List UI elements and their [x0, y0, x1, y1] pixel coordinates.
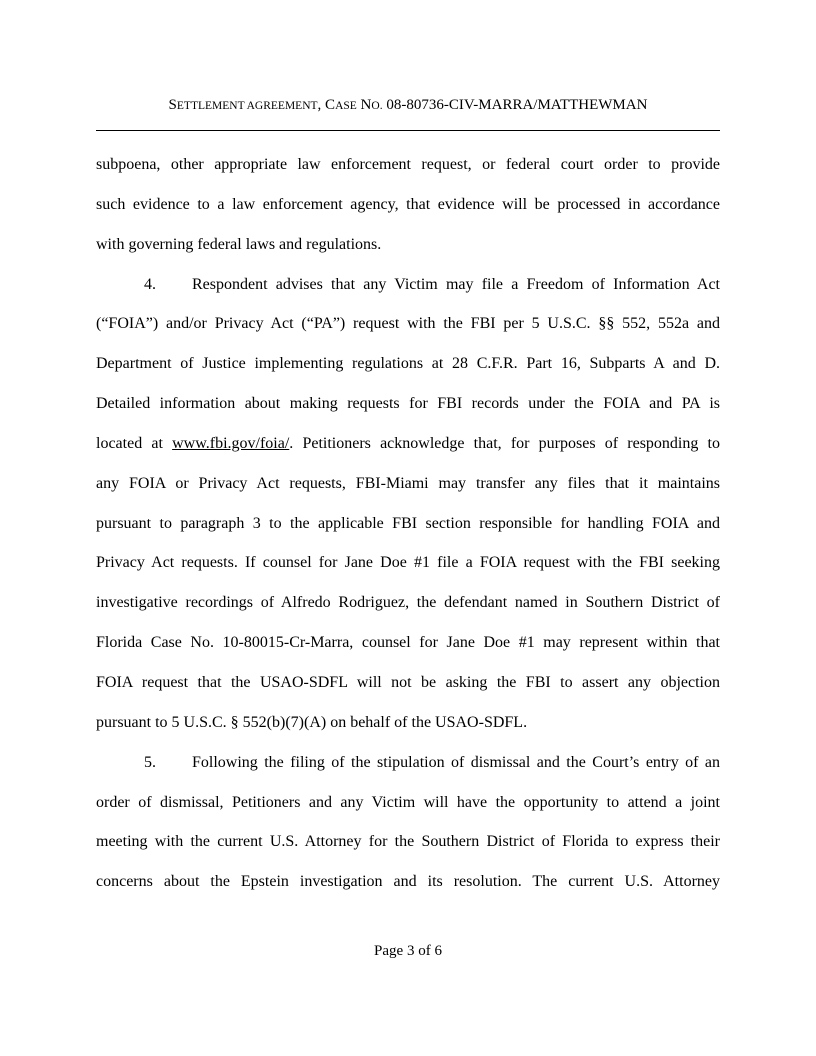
text-run: Respondent advises that any Victim may file a Freedom of Information Act [192, 275, 720, 293]
header-ase: ASE [335, 100, 357, 112]
text-line: FOIA request that the USAO-SDFL will not be asking the FBI to assert any objection [96, 673, 720, 691]
text-line [96, 424, 720, 464]
paragraph-number: 5. [144, 753, 156, 771]
text-line: Privacy Act requests. If counsel for Jane Doe #1 file a FOIA request with the FBI seeking [96, 554, 720, 572]
text-line [96, 743, 720, 783]
document-body [96, 145, 720, 902]
paragraph-5 [96, 743, 720, 902]
text-line: (“FOIA”) and/or Privacy Act (“PA”) request with the FBI per 5 U.S.C. §§ 552, 552a and [96, 315, 720, 333]
header-n: N [360, 97, 372, 113]
text-line: meeting with the current U.S. Attorney for the Southern District of Florida to express their [96, 833, 720, 851]
paragraph-continuation [96, 145, 720, 265]
text-run: Following the filing of the stipulation of dismissal and the Court’s entry of an [192, 753, 720, 771]
text-line: concerns about the Epstein investigation and its resolution. The current U.S. Attorney [96, 873, 720, 891]
header-case-number: 08-80736-CIV-MARRA/MATTHEWMAN [382, 97, 648, 113]
header-o: O. [371, 100, 383, 112]
text-line: order of dismissal, Petitioners and any Victim will have the opportunity to attend a joint [96, 793, 720, 811]
text-line: pursuant to 5 U.S.C. § 552(b)(7)(A) on behalf of the USAO-SDFL. [96, 713, 528, 731]
paragraph-number: 4. [144, 275, 156, 293]
paragraph-4 [96, 265, 720, 743]
text-line: investigative recordings of Alfredo Rodriguez, the defendant named in Southern District of [96, 594, 720, 612]
text-line: such evidence to a law enforcement agency, that evidence will be processed in accordance [96, 195, 720, 213]
text-run: located at [96, 434, 173, 452]
text-line: Department of Justice implementing regulations at 28 C.F.R. Part 16, Subparts A and D. [96, 355, 720, 373]
text-line: any FOIA or Privacy Act requests, FBI-Miami may transfer any files that it maintains [96, 474, 720, 492]
header-ettlement-agreement: ETTLEMENT AGREEMENT [176, 100, 318, 112]
text-line: Florida Case No. 10-80015-Cr-Marra, counsel for Jane Doe #1 may represent within that [96, 634, 720, 652]
page-number: Page 3 of 6 [374, 943, 442, 959]
text-line [96, 265, 720, 305]
text-line: pursuant to paragraph 3 to the applicable FBI section responsible for handling FOIA and [96, 514, 720, 532]
header-rule [96, 130, 720, 131]
text-line: subpoena, other appropriate law enforcement request, or federal court order to provide [96, 156, 720, 173]
text-line: Detailed information about making requests for FBI records under the FOIA and PA is [96, 395, 720, 413]
text-run: . Petitioners acknowledge that, for purposes of responding to [289, 434, 720, 452]
header-c: C [325, 97, 336, 113]
fbi-foia-link[interactable]: www.fbi.gov/foia/ [172, 434, 290, 452]
text-line: with governing federal laws and regulations. [96, 235, 382, 253]
header-s: S [168, 97, 177, 113]
running-header [96, 96, 720, 115]
header-comma: , [317, 97, 326, 113]
